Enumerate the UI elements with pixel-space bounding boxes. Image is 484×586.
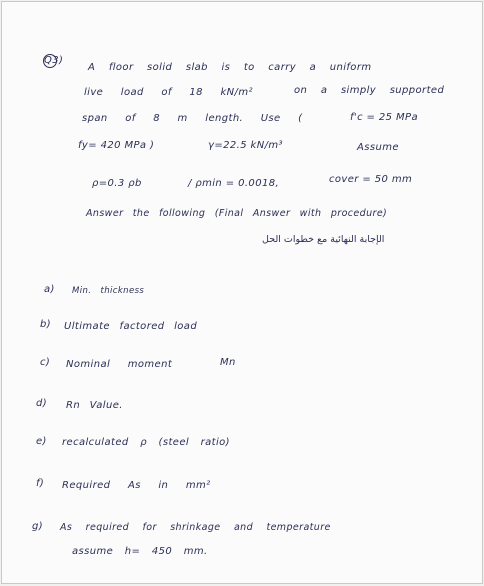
question-e-text: recalculated ρ (steel ratio): [62, 437, 230, 448]
question-f-label: f): [36, 478, 45, 489]
fc-value: f'c = 25 MPa: [350, 112, 418, 123]
arabic-instruction: الإجابة النهائية مع خطوات الحل: [262, 234, 385, 245]
gamma-value: γ=22.5 kN/m³: [208, 140, 283, 151]
question-e-label: e): [36, 436, 47, 447]
problem-line-3: span of 8 m length. Use (: [82, 113, 303, 124]
problem-line-1: A floor solid slab is to carry a uniform: [88, 62, 372, 73]
question-a-text: Min. thickness: [72, 286, 145, 296]
rho-value: ρ=0.3 ρb: [92, 178, 142, 189]
problem-line-2: live load of 18 kN/m²: [84, 87, 253, 98]
question-d-label: d): [36, 398, 48, 409]
question-c-label: c): [40, 357, 51, 368]
answer-instruction: Answer the following (Final Answer with procedure): [86, 208, 388, 219]
question-g-assumption: assume h= 450 mm.: [72, 546, 208, 557]
question-d-text: Rn Value.: [66, 400, 123, 411]
question-f-text: Required As in mm²: [62, 480, 211, 491]
question-a-label: a): [44, 284, 55, 295]
question-b-text: Ultimate factored load: [64, 321, 198, 332]
question-g-text: As required for shrinkage and temperature: [60, 522, 331, 533]
rho-min-value: / ρmin = 0.0018,: [188, 178, 280, 189]
question-b-label: b): [40, 319, 52, 330]
cover-value: cover = 50 mm: [329, 174, 413, 185]
question-c-symbol: Mn: [220, 357, 236, 368]
question-g-label: g): [32, 521, 44, 532]
question-c-text: Nominal moment: [66, 359, 173, 370]
question-number: Q3): [44, 55, 64, 66]
notebook-page: [1, 1, 483, 584]
fy-value: fy= 420 MPa ): [78, 140, 155, 151]
problem-line-2b: on a simply supported: [294, 85, 445, 96]
assume-label: Assume: [357, 142, 399, 153]
